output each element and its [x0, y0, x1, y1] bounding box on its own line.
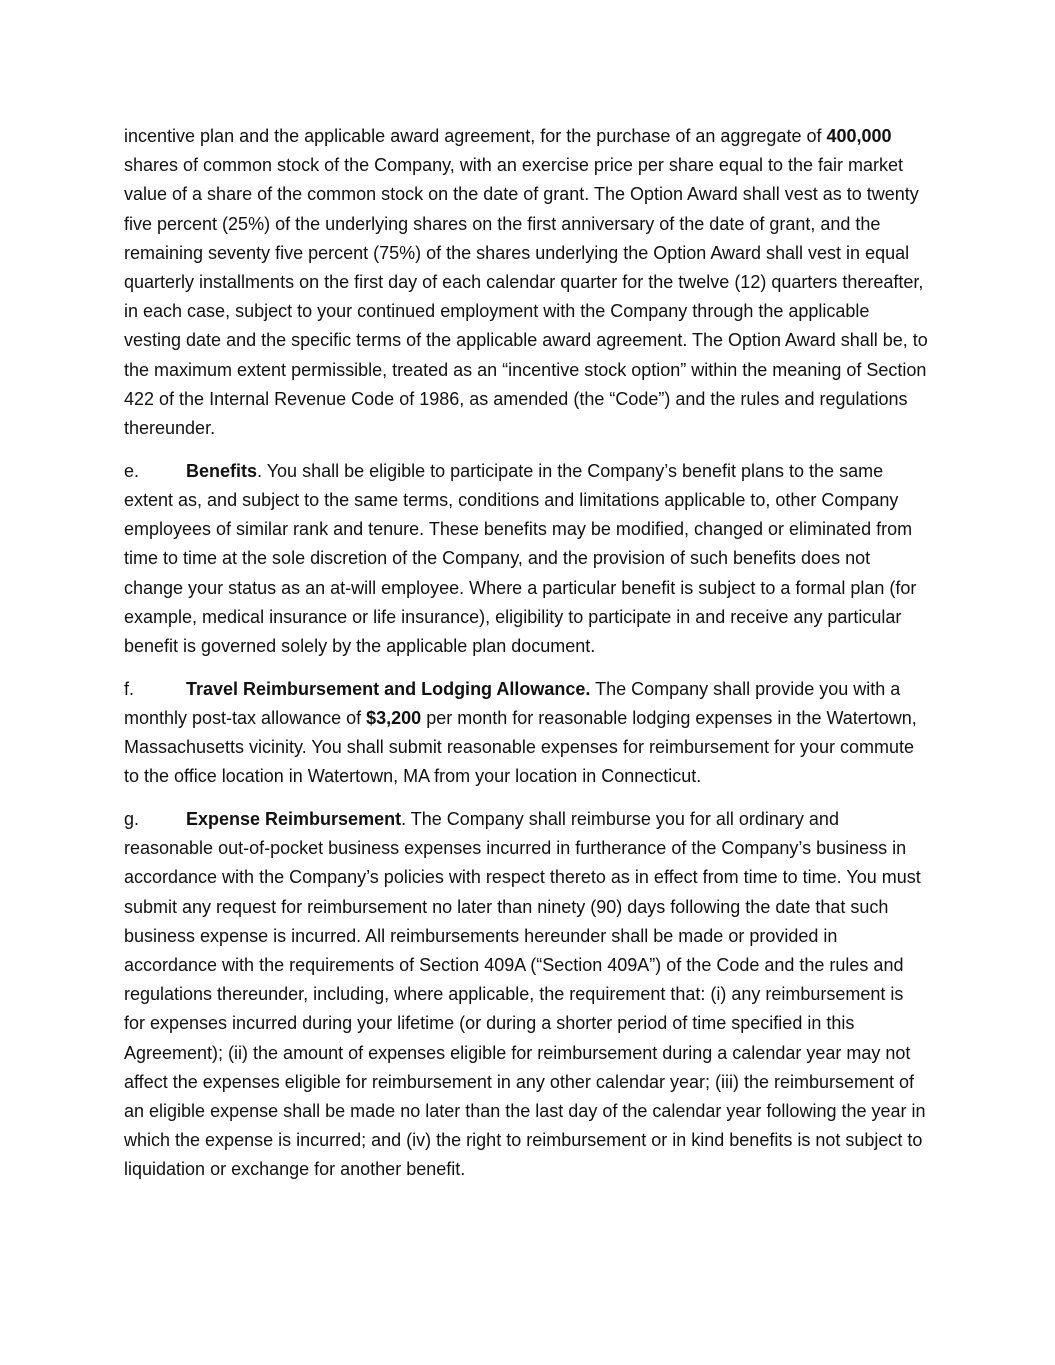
- travel-label: f.: [124, 678, 135, 699]
- benefits-text: . You shall be eligible to participate in the Company’s benefit plans to the same extent as, and subject to the same terms, conditions and limitations applicable to, other Company employees of similar rank and tenure. These benefits may be modified, changed or eliminated from time to time at the sole discretion of the Company, and the provision of such benefits does not change your status as an at-will employee. Where a particular benefit is subject to a formal plan (for example, medical insurance or life insurance), eligibility to participate in and receive any particular benefit is governed solely by the applicable plan document.: [124, 460, 917, 656]
- expense-text: . The Company shall reimburse you for all ordinary and reasonable out-of-pocket business expenses incurred in furtherance of the Company’s business in accordance with the Company’s policies with respect thereto as in effect from time to time. You must submit any request for reimbursement no later than ninety (90) days following the date that such business expense is incurred. All reimbursements hereunder shall be made or provided in accordance with the requirements of Section 409A (“Section 409A”) of the Code and the rules and regulations thereunder, including, where applicable, the requirement that: (i) any reimbursement is for expenses incurred during your lifetime (or during a shorter period of time specified in this Agreement); (ii) the amount of expenses eligible for reimbursement during a calendar year may not affect the expenses eligible for reimbursement in any other calendar year; (iii) the reimbursement of an eligible expense shall be made no later than the last day of the calendar year following the year in which the expense is incurred; and (iv) the right to reimbursement or in kind benefits is not subject to liquidation or exchange for another benefit.: [124, 808, 926, 1180]
- expense-paragraph: [124, 805, 929, 1185]
- expense-heading: Expense Reimbursement: [186, 808, 402, 829]
- benefits-label: e.: [124, 460, 140, 481]
- benefits-paragraph: [124, 457, 929, 661]
- expense-label: g.: [124, 808, 140, 829]
- shares-amount: 400,000: [826, 126, 892, 146]
- travel-heading: Travel Reimbursement and Lodging Allowance.: [186, 678, 591, 699]
- document-page: [124, 122, 929, 1198]
- travel-paragraph: [124, 675, 929, 792]
- lodging-amount: $3,200: [366, 707, 422, 728]
- travel-text-1: The Company shall provide you with a monthly post-tax allowance of: [124, 678, 901, 728]
- travel-text-2: per month for reasonable lodging expenses in the Watertown, Massachusetts vicinity. You shall submit reasonable expenses for reimbursement for your commute to the office location in Watertown, MA from your location in Connecticut.: [124, 707, 917, 787]
- intro-text-2: shares of common stock of the Company, with an exercise price per share equal to the fair market value of a share of the common stock on the date of grant. The Option Award shall vest as to twenty five percent (25%) of the underlying shares on the first anniversary of the date of grant, and the remaining seventy five percent (75%) of the shares underlying the Option Award shall vest in equal quarterly installments on the first day of each calendar quarter for the twelve (12) quarters thereafter, in each case, subject to your continued employment with the Company through the applicable vesting date and the specific terms of the applicable award agreement. The Option Award shall be, to the maximum extent permissible, treated as an “incentive stock option” within the meaning of Section 422 of the Internal Revenue Code of 1986, as amended (the “Code”) and the rules and regulations thereunder.: [124, 155, 928, 439]
- intro-text-1: incentive plan and the applicable award agreement, for the purchase of an aggregate of: [124, 126, 827, 146]
- option-award-paragraph: [124, 122, 929, 443]
- benefits-heading: Benefits: [186, 460, 258, 481]
